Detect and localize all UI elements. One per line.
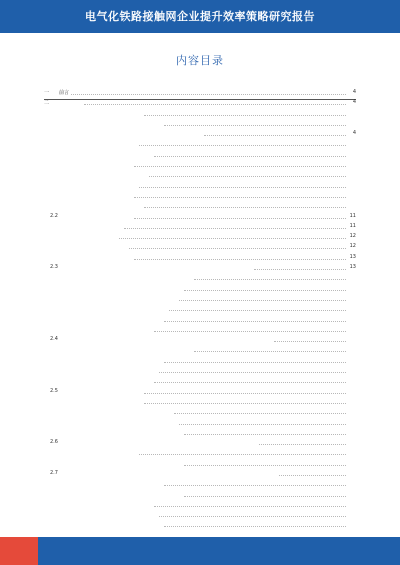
toc-leader-dots xyxy=(139,187,346,188)
toc-row[interactable] xyxy=(44,294,356,304)
toc-leader-dots xyxy=(164,362,346,363)
toc-row[interactable] xyxy=(44,150,356,160)
toc-entry-page: 4 xyxy=(352,99,356,106)
toc-row[interactable] xyxy=(44,170,356,180)
toc-leader-dots xyxy=(154,156,346,157)
toc-row[interactable] xyxy=(44,109,356,119)
toc-leader-dots xyxy=(164,321,346,322)
toc-leader-dots xyxy=(159,516,346,517)
toc-leader-dots xyxy=(144,207,346,208)
toc-leader-dots xyxy=(184,465,346,466)
toc-leader-dots xyxy=(279,475,346,476)
toc-row[interactable] xyxy=(44,479,356,489)
toc-leader-dots xyxy=(124,228,346,229)
toc-row[interactable] xyxy=(44,201,356,211)
toc-row[interactable] xyxy=(44,397,356,407)
toc-row[interactable] xyxy=(44,88,356,98)
toc-row[interactable] xyxy=(44,315,356,325)
toc-row[interactable] xyxy=(44,490,356,500)
toc-entry-title: 前言 xyxy=(59,90,70,96)
toc-entry-number: 2.4 xyxy=(50,336,58,343)
toc-row[interactable] xyxy=(44,181,356,191)
toc-row[interactable] xyxy=(44,212,356,222)
toc-entry-page: 11 xyxy=(349,222,356,229)
toc-leader-dots xyxy=(134,166,346,167)
toc-entry-page: 13 xyxy=(349,253,356,260)
toc-leader-dots xyxy=(71,94,346,95)
toc-leader-dots xyxy=(134,218,346,219)
toc-leader-dots xyxy=(139,454,346,455)
toc-row[interactable] xyxy=(44,407,356,417)
toc-leader-dots xyxy=(179,424,346,425)
toc-row[interactable] xyxy=(44,284,356,294)
toc-leader-dots xyxy=(184,496,346,497)
toc-row[interactable] xyxy=(44,232,356,242)
toc-entry-number: 2.7 xyxy=(50,469,58,476)
toc-leader-dots xyxy=(139,145,346,146)
toc-entry-page: 4 xyxy=(352,89,356,95)
toc-entry-page: 12 xyxy=(349,233,356,240)
toc-leader-dots xyxy=(164,526,346,527)
toc-row[interactable] xyxy=(44,139,356,149)
toc-leader-dots xyxy=(204,135,346,136)
toc-row[interactable] xyxy=(44,520,356,530)
toc-entry-number: 2.2 xyxy=(50,212,58,219)
toc-leader-dots xyxy=(259,444,346,445)
toc-row[interactable] xyxy=(44,418,356,428)
toc-leader-dots xyxy=(169,310,346,311)
toc-entry-number: 二 xyxy=(44,100,50,107)
toc-row[interactable] xyxy=(44,356,356,366)
toc-row[interactable] xyxy=(44,325,356,335)
toc-row[interactable] xyxy=(44,304,356,314)
toc-entry-number: 2.3 xyxy=(50,264,58,271)
toc-leader-dots xyxy=(134,197,346,198)
toc-row[interactable] xyxy=(44,428,356,438)
toc-leader-dots xyxy=(184,290,346,291)
toc-row[interactable] xyxy=(44,500,356,510)
toc-row[interactable] xyxy=(44,376,356,386)
toc-leader-dots xyxy=(144,403,346,404)
toc-row[interactable] xyxy=(44,366,356,376)
toc-leader-dots xyxy=(144,393,346,394)
toc-entry-number: 2.6 xyxy=(50,439,58,446)
toc-row[interactable] xyxy=(44,253,356,263)
toc-row[interactable] xyxy=(44,273,356,283)
toc-entry-page: 13 xyxy=(349,264,356,271)
toc-row[interactable] xyxy=(44,335,356,345)
footer-bar xyxy=(0,537,400,565)
toc-row[interactable] xyxy=(44,387,356,397)
toc-leader-dots xyxy=(84,104,346,105)
toc-leader-dots xyxy=(194,279,346,280)
toc-row[interactable] xyxy=(44,191,356,201)
toc-row[interactable] xyxy=(44,119,356,129)
toc-row[interactable] xyxy=(44,345,356,355)
toc-leader-dots xyxy=(274,341,346,342)
toc-leader-dots xyxy=(254,269,346,270)
toc-heading: 内容目录 xyxy=(176,54,224,67)
toc-leader-dots xyxy=(119,238,346,239)
toc-leader-dots xyxy=(174,413,346,414)
toc-row[interactable] xyxy=(44,160,356,170)
toc-leader-dots xyxy=(164,125,346,126)
toc-entry-page: 11 xyxy=(349,212,356,219)
toc-row[interactable] xyxy=(44,438,356,448)
toc-leader-dots xyxy=(184,434,346,435)
toc-leader-dots xyxy=(129,248,346,249)
toc-leader-dots xyxy=(134,259,346,260)
toc-row[interactable] xyxy=(44,222,356,232)
toc-row[interactable] xyxy=(44,469,356,479)
toc-leader-dots xyxy=(149,176,346,177)
toc-entry-number: 一 xyxy=(44,90,50,96)
toc-row[interactable] xyxy=(44,263,356,273)
toc-leader-dots xyxy=(164,485,346,486)
toc-row[interactable] xyxy=(44,448,356,458)
report-title: 电气化铁路接触网企业提升效率策略研究报告 xyxy=(85,10,315,23)
toc-leader-dots xyxy=(154,382,346,383)
toc-row[interactable] xyxy=(44,129,356,139)
toc-row[interactable] xyxy=(44,459,356,469)
toc-entry-page: 12 xyxy=(349,243,356,250)
toc-entry-page: 4 xyxy=(352,130,356,137)
footer-accent-block xyxy=(0,537,38,565)
toc-row[interactable] xyxy=(44,242,356,252)
toc-leader-dots xyxy=(154,331,346,332)
toc-leader-dots xyxy=(144,115,346,116)
toc-leader-dots xyxy=(154,506,346,507)
toc-leader-dots xyxy=(194,351,346,352)
table-of-contents xyxy=(44,88,356,531)
toc-row[interactable] xyxy=(44,98,356,108)
toc-row[interactable] xyxy=(44,510,356,520)
toc-leader-dots xyxy=(159,372,346,373)
toc-leader-dots xyxy=(179,300,346,301)
toc-entry-number: 2.5 xyxy=(50,387,58,394)
